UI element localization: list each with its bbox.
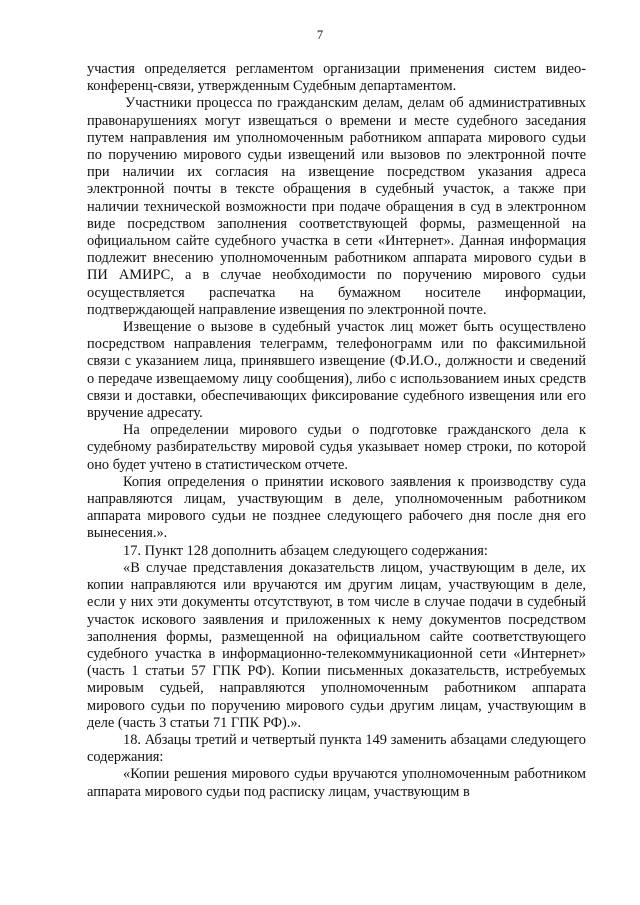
paragraph-notification-email: Участники процесса по гражданским делам, делам об административных правонарушениях могут извещаться о времени и месте судебного заседания путем направления им уполномоченным работником аппарата мирового судьи по поручению мирового судьи извещений или вызовов по электронной почте при наличии их согласия на извещение посредством указания адреса электронной почты в тексте обращения в судебный участок, а также при наличии технической возможности при подаче обращения в суд в электронном виде посредством заполнения соответствующей формы, размещенной на официальном сайте судебного участка в сети «Интернет». Данная информация подлежит внесению уполномоченным работником аппарата мирового судьи в ПИ АМИРС, а в случае необходимости по поручению мирового судьи осуществляется распечатка на бумажном носителе информации, подтверждающей направление извещения по электронной почте. xyxy=(87,95,586,318)
paragraph-statistics-line: На определении мирового судьи о подготовке гражданского дела к судебному разбирательству мировой судья указывает номер строки, по которой оно будет учтено в статистическом отчете. xyxy=(87,422,586,473)
paragraph-claim-copy: Копия определения о принятии искового заявления к производству суда направляются лицам, участвующим в деле, уполномоченным работником аппарата мирового судьи не позднее следующего рабочего дня после дня его вынесения.». xyxy=(87,473,586,542)
paragraph-notification-means: Извещение о вызове в судебный участок лиц может быть осуществлено посредством направления телеграмм, телефонограмм или по факсимильной связи с указанием лица, принявшего извещение (Ф.И.О., должности и сведений о передаче извещаемому лицу сообщения), либо с использованием иных средств связи и доставки, обеспечивающих фиксирование судебного извещения или его вручение адресату. xyxy=(87,319,586,422)
paragraph-continuation: участия определяется регламентом организации применения систем видео-конференц-связи, утвержденным Судебным департаментом. xyxy=(87,61,586,95)
paragraph-decision-copies: «Копии решения мирового судьи вручаются уполномоченным работником аппарата мирового судьи под расписку лицам, участвующим в xyxy=(87,766,586,800)
paragraph-evidence-copies: «В случае представления доказательств лицом, участвующим в деле, их копии направляются или вручаются им другим лицам, участвующим в деле, если у них эти документы отсутствуют, в том числе в случае подачи в судебный участок искового заявления и приложенных к нему документов посредством заполнения формы, размещенной на официальном сайте соответствующего судебного участка в информационно-телекоммуникационной сети «Интернет» (часть 1 статьи 57 ГПК РФ). Копии письменных доказательств, истребуемых мировым судьей, направляются уполномоченным работником аппарата мирового судьи по поручению мирового судьи другим лицам, участвующим в деле (часть 3 статьи 71 ГПК РФ).». xyxy=(87,559,586,731)
paragraph-item-18: 18. Абзацы третий и четвертый пункта 149 заменить абзацами следующего содержания: xyxy=(87,731,586,766)
page-number: 7 xyxy=(316,28,324,42)
document-body xyxy=(87,61,586,801)
paragraph-item-17: 17. Пункт 128 дополнить абзацем следующего содержания: xyxy=(123,542,488,559)
